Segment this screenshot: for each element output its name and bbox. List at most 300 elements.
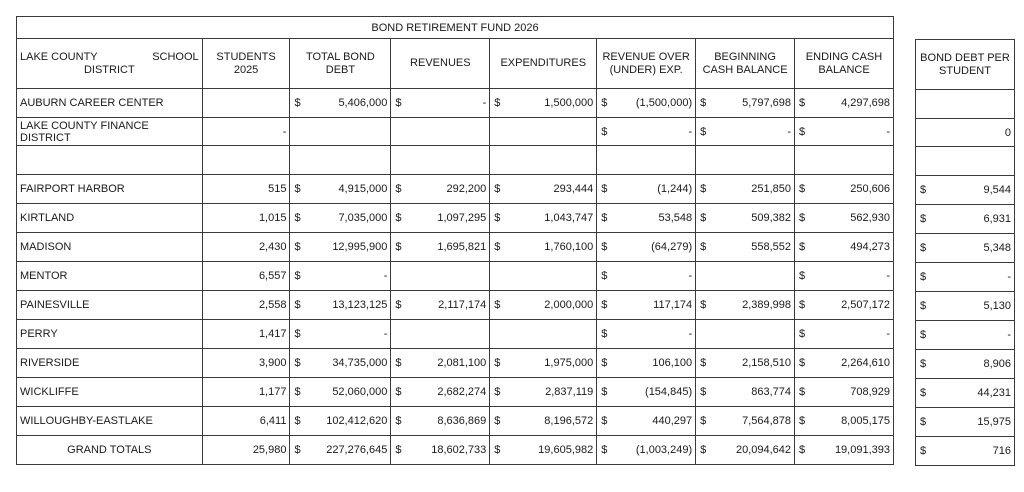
cell-value: 13,123,125 — [332, 299, 388, 311]
dollar-sign: $ — [799, 241, 806, 253]
district-name: FAIRPORT HARBOR — [17, 175, 203, 204]
cell-value: 1,760,100 — [544, 241, 594, 253]
dollar-sign: $ — [494, 357, 501, 369]
cell-per-student — [916, 263, 1015, 292]
cell-value: 1,975,000 — [544, 357, 594, 369]
cell-students — [202, 262, 290, 291]
cell-debt — [290, 378, 391, 407]
dollar-sign: $ — [920, 329, 927, 341]
cell-value: 509,382 — [751, 212, 792, 224]
district-name: PAINESVILLE — [17, 291, 203, 320]
cell-value: - — [688, 328, 693, 340]
cell-rev-over — [597, 233, 696, 262]
cell-value: 2,389,998 — [742, 299, 792, 311]
dollar-sign: $ — [601, 97, 608, 109]
cell-beginning — [696, 436, 795, 465]
table-row — [17, 320, 894, 349]
per-student-row — [916, 321, 1015, 350]
dollar-sign: $ — [920, 358, 927, 370]
per-student-table — [915, 39, 1015, 466]
cell-value: - — [383, 328, 388, 340]
cell-value: - — [886, 270, 890, 282]
cell-beginning — [696, 378, 795, 407]
cell-students — [202, 204, 290, 233]
cell-ending — [795, 291, 894, 320]
dollar-sign: $ — [920, 213, 927, 225]
cell-value: 227,276,645 — [326, 444, 388, 456]
cell-beginning — [696, 175, 795, 204]
cell-value: 1,097,295 — [437, 212, 487, 224]
dollar-sign: $ — [920, 242, 927, 254]
dollar-sign: $ — [700, 299, 707, 311]
table-row — [17, 89, 894, 118]
dollar-sign: $ — [395, 183, 402, 195]
table-row — [17, 407, 894, 436]
dollar-sign: $ — [700, 97, 707, 109]
table-row — [17, 146, 894, 175]
cell-beginning — [696, 89, 795, 118]
dollar-sign: $ — [601, 183, 608, 195]
cell-value: 2,430 — [258, 241, 287, 253]
cell-value: 2,507,172 — [841, 299, 890, 311]
per-student-row — [916, 176, 1015, 205]
cell-revenues — [391, 320, 490, 349]
cell-value: - — [886, 328, 890, 340]
cell-beginning — [696, 233, 795, 262]
dollar-sign: $ — [395, 97, 402, 109]
cell-students — [202, 378, 290, 407]
dollar-sign: $ — [799, 183, 806, 195]
cell-debt — [290, 320, 391, 349]
cell-ending — [795, 146, 894, 175]
cell-value: 102,412,620 — [326, 415, 388, 427]
header-district: LAKE COUNTY SCHOOL DISTRICT — [17, 39, 203, 89]
cell-expenditures — [490, 291, 597, 320]
cell-rev-over — [597, 204, 696, 233]
dollar-sign: $ — [294, 328, 301, 340]
cell-per-student — [916, 379, 1015, 408]
header-revenue-over-under: REVENUE OVER (UNDER) EXP. — [597, 39, 696, 89]
dollar-sign: $ — [294, 183, 301, 195]
district-name — [17, 146, 203, 175]
per-student-row — [916, 379, 1015, 408]
dollar-sign: $ — [395, 444, 402, 456]
cell-value: 106,100 — [652, 357, 693, 369]
dollar-sign: $ — [799, 270, 806, 282]
cell-value: 2,682,274 — [437, 386, 487, 398]
cell-beginning — [696, 204, 795, 233]
dollar-sign: $ — [395, 386, 402, 398]
cell-rev-over — [597, 320, 696, 349]
header-bond-debt-per-student: BOND DEBT PER STUDENT — [916, 40, 1015, 90]
cell-debt — [290, 118, 391, 146]
cell-rev-over — [597, 89, 696, 118]
cell-value: 2,158,510 — [742, 357, 792, 369]
cell-expenditures — [490, 262, 597, 291]
dollar-sign: $ — [294, 241, 301, 253]
header-ending-cash: ENDING CASH BALANCE — [795, 39, 894, 89]
dollar-sign: $ — [494, 183, 501, 195]
cell-ending — [795, 89, 894, 118]
cell-value: 19,605,982 — [538, 444, 594, 456]
district-name: WILLOUGHBY-EASTLAKE — [17, 407, 203, 436]
cell-value: 52,060,000 — [332, 386, 388, 398]
cell-expenditures — [490, 233, 597, 262]
header-beginning-cash: BEGINNING CASH BALANCE — [696, 39, 795, 89]
cell-revenues — [391, 146, 490, 175]
district-name: KIRTLAND — [17, 204, 203, 233]
cell-ending — [795, 118, 894, 146]
cell-value: 3,900 — [258, 357, 287, 369]
dollar-sign: $ — [700, 183, 707, 195]
cell-value: 53,548 — [658, 212, 693, 224]
cell-students — [202, 118, 290, 146]
dollar-sign: $ — [799, 212, 806, 224]
cell-rev-over — [597, 349, 696, 378]
dollar-sign: $ — [494, 299, 501, 311]
cell-ending — [795, 436, 894, 465]
dollar-sign: $ — [395, 415, 402, 427]
dollar-sign: $ — [395, 212, 402, 224]
cell-value: 1,500,000 — [544, 97, 594, 109]
cell-students — [202, 407, 290, 436]
cell-students — [202, 320, 290, 349]
cell-value: 5,130 — [983, 300, 1011, 312]
per-student-row — [916, 292, 1015, 321]
per-student-row — [916, 234, 1015, 263]
per-student-row — [916, 350, 1015, 379]
district-name: WICKLIFFE — [17, 378, 203, 407]
cell-value: 8,636,869 — [437, 415, 487, 427]
cell-debt — [290, 436, 391, 465]
cell-value: 708,929 — [850, 386, 890, 398]
dollar-sign: $ — [700, 386, 707, 398]
cell-expenditures — [490, 175, 597, 204]
cell-ending — [795, 233, 894, 262]
dollar-sign: $ — [494, 415, 501, 427]
cell-per-student — [916, 321, 1015, 350]
cell-value: 5,348 — [983, 242, 1011, 254]
cell-expenditures — [490, 407, 597, 436]
table-row — [17, 262, 894, 291]
cell-students — [202, 146, 290, 175]
cell-per-student — [916, 437, 1015, 466]
dollar-sign: $ — [799, 328, 806, 340]
cell-value: 34,735,000 — [332, 357, 388, 369]
cell-value: - — [383, 270, 388, 282]
cell-revenues — [391, 204, 490, 233]
dollar-sign: $ — [294, 357, 301, 369]
cell-expenditures — [490, 349, 597, 378]
cell-expenditures — [490, 118, 597, 146]
cell-value: 12,995,900 — [332, 241, 388, 253]
cell-per-student — [916, 90, 1015, 119]
district-name: LAKE COUNTY FINANCE DISTRICT — [17, 118, 203, 146]
dollar-sign: $ — [601, 357, 608, 369]
cell-value: 440,297 — [652, 415, 693, 427]
table-title: BOND RETIREMENT FUND 2026 — [17, 17, 894, 39]
dollar-sign: $ — [920, 416, 927, 428]
cell-revenues — [391, 175, 490, 204]
per-student-row — [916, 147, 1015, 176]
cell-revenues — [391, 262, 490, 291]
table-row — [17, 349, 894, 378]
dollar-sign: $ — [601, 241, 608, 253]
cell-value: 8,196,572 — [544, 415, 594, 427]
cell-value: 1,015 — [258, 212, 287, 224]
cell-students — [202, 291, 290, 320]
cell-value: (1,500,000) — [635, 97, 693, 109]
dollar-sign: $ — [601, 328, 608, 340]
cell-debt — [290, 407, 391, 436]
dollar-sign: $ — [494, 212, 501, 224]
cell-revenues — [391, 233, 490, 262]
cell-value: 293,444 — [553, 183, 594, 195]
dollar-sign: $ — [601, 212, 608, 224]
cell-revenues — [391, 407, 490, 436]
dollar-sign: $ — [799, 386, 806, 398]
cell-value: 1,043,747 — [544, 212, 594, 224]
cell-per-student — [916, 119, 1015, 147]
table-row — [17, 233, 894, 262]
cell-value: 250,606 — [850, 183, 890, 195]
cell-value: 7,035,000 — [338, 212, 388, 224]
cell-revenues — [391, 378, 490, 407]
cell-students — [202, 349, 290, 378]
dollar-sign: $ — [294, 212, 301, 224]
cell-debt — [290, 262, 391, 291]
dollar-sign: $ — [601, 444, 608, 456]
dollar-sign: $ — [601, 386, 608, 398]
cell-per-student — [916, 350, 1015, 379]
cell-value: - — [688, 125, 693, 138]
district-name: MENTOR — [17, 262, 203, 291]
cell-expenditures — [490, 204, 597, 233]
cell-value: 8,906 — [983, 358, 1011, 370]
table-row — [17, 378, 894, 407]
cell-expenditures — [490, 146, 597, 175]
dollar-sign: $ — [395, 241, 402, 253]
dollar-sign: $ — [294, 444, 301, 456]
cell-value: 2,837,119 — [545, 386, 594, 398]
dollar-sign: $ — [601, 415, 608, 427]
cell-rev-over — [597, 436, 696, 465]
dollar-sign: $ — [494, 444, 501, 456]
cell-expenditures — [490, 378, 597, 407]
cell-per-student — [916, 147, 1015, 176]
dollar-sign: $ — [799, 97, 806, 109]
dollar-sign: $ — [294, 270, 301, 282]
cell-debt — [290, 204, 391, 233]
cell-value: (64,279) — [651, 241, 693, 253]
cell-ending — [795, 175, 894, 204]
cell-value: 5,797,698 — [742, 97, 792, 109]
dollar-sign: $ — [920, 300, 927, 312]
cell-beginning — [696, 118, 795, 146]
cell-per-student — [916, 292, 1015, 321]
cell-value: 7,564,878 — [742, 415, 792, 427]
cell-value: 1,177 — [258, 386, 287, 398]
per-student-row — [916, 263, 1015, 292]
cell-value: (1,003,249) — [635, 444, 693, 456]
cell-revenues — [391, 291, 490, 320]
cell-value: 558,552 — [751, 241, 792, 253]
cell-value: 44,231 — [977, 387, 1011, 399]
cell-value: - — [1007, 329, 1011, 341]
cell-beginning — [696, 262, 795, 291]
cell-per-student — [916, 205, 1015, 234]
cell-value: 4,915,000 — [338, 183, 388, 195]
dollar-sign: $ — [700, 357, 707, 369]
dollar-sign: $ — [294, 415, 301, 427]
table-row — [17, 175, 894, 204]
cell-rev-over — [597, 118, 696, 146]
cell-value: 2,081,100 — [437, 357, 487, 369]
cell-students — [202, 175, 290, 204]
cell-value: (154,845) — [645, 386, 693, 398]
per-student-row — [916, 437, 1015, 466]
dollar-sign: $ — [294, 386, 301, 398]
dollar-sign: $ — [700, 212, 707, 224]
cell-value: 292,200 — [446, 183, 487, 195]
dollar-sign: $ — [799, 357, 806, 369]
cell-value: 6,411 — [259, 415, 287, 427]
dollar-sign: $ — [700, 125, 707, 138]
district-name: PERRY — [17, 320, 203, 349]
cell-value: 562,930 — [850, 212, 890, 224]
cell-value: - — [282, 125, 287, 138]
cell-per-student — [916, 176, 1015, 205]
dollar-sign: $ — [920, 184, 927, 196]
cell-value: 494,273 — [850, 241, 890, 253]
dollar-sign: $ — [294, 299, 301, 311]
per-student-row — [916, 90, 1015, 119]
cell-revenues — [391, 89, 490, 118]
cell-value: (1,244) — [657, 183, 693, 195]
cell-value: 117,174 — [653, 299, 693, 311]
cell-debt — [290, 349, 391, 378]
header-students: STUDENTS 2025 — [202, 39, 290, 89]
district-name: RIVERSIDE — [17, 349, 203, 378]
cell-debt — [290, 146, 391, 175]
cell-rev-over — [597, 146, 696, 175]
cell-ending — [795, 204, 894, 233]
dollar-sign: $ — [920, 387, 927, 399]
dollar-sign: $ — [920, 445, 927, 457]
cell-value: 19,091,393 — [834, 444, 890, 456]
dollar-sign: $ — [601, 125, 608, 138]
per-student-row — [916, 119, 1015, 147]
cell-beginning — [696, 349, 795, 378]
cell-value: 1,695,821 — [437, 241, 487, 253]
per-student-row — [916, 408, 1015, 437]
dollar-sign: $ — [395, 299, 402, 311]
table-row — [17, 118, 894, 146]
cell-rev-over — [597, 407, 696, 436]
cell-debt — [290, 89, 391, 118]
cell-value: 25,980 — [252, 444, 287, 456]
cell-value: 20,094,642 — [735, 444, 792, 456]
cell-value: 2,117,174 — [438, 299, 487, 311]
cell-value: 5,406,000 — [338, 97, 388, 109]
cell-value: 15,975 — [977, 416, 1011, 428]
cell-students — [202, 436, 290, 465]
cell-value: 6,557 — [258, 270, 287, 282]
dollar-sign: $ — [700, 444, 707, 456]
dollar-sign: $ — [700, 415, 707, 427]
dollar-sign: $ — [799, 444, 806, 456]
cell-expenditures — [490, 320, 597, 349]
cell-debt — [290, 233, 391, 262]
header-revenues: REVENUES — [391, 39, 490, 89]
header-expenditures: EXPENDITURES — [490, 39, 597, 89]
cell-ending — [795, 262, 894, 291]
cell-revenues — [391, 349, 490, 378]
cell-students — [202, 89, 290, 118]
dollar-sign: $ — [700, 241, 707, 253]
totals-row — [17, 436, 894, 465]
cell-ending — [795, 407, 894, 436]
table-row — [17, 204, 894, 233]
cell-per-student — [916, 234, 1015, 263]
cell-expenditures — [490, 436, 597, 465]
dollar-sign: $ — [799, 299, 806, 311]
cell-value: 18,602,733 — [431, 444, 487, 456]
district-name: AUBURN CAREER CENTER — [17, 89, 203, 118]
cell-value: 1,417 — [258, 328, 287, 340]
cell-value: - — [886, 125, 890, 138]
cell-ending — [795, 378, 894, 407]
dollar-sign: $ — [799, 415, 806, 427]
cell-value: 2,558 — [258, 299, 287, 311]
district-name: GRAND TOTALS — [17, 436, 203, 465]
cell-value: 863,774 — [751, 386, 792, 398]
cell-value: 6,931 — [983, 213, 1011, 225]
dollar-sign: $ — [601, 270, 608, 282]
cell-revenues — [391, 118, 490, 146]
cell-value: 2,000,000 — [544, 299, 594, 311]
per-student-row — [916, 205, 1015, 234]
cell-rev-over — [597, 175, 696, 204]
cell-revenues — [391, 436, 490, 465]
dollar-sign: $ — [601, 299, 608, 311]
cell-rev-over — [597, 291, 696, 320]
cell-rev-over — [597, 262, 696, 291]
cell-debt — [290, 175, 391, 204]
cell-value: 2,264,610 — [841, 357, 890, 369]
cell-value: - — [787, 125, 792, 138]
cell-value: - — [482, 97, 487, 109]
cell-ending — [795, 349, 894, 378]
cell-value: 8,005,175 — [841, 415, 890, 427]
cell-value: - — [1007, 271, 1011, 283]
cell-ending — [795, 320, 894, 349]
cell-beginning — [696, 320, 795, 349]
cell-rev-over — [597, 378, 696, 407]
cell-per-student — [916, 408, 1015, 437]
dollar-sign: $ — [799, 125, 806, 138]
dollar-sign: $ — [294, 97, 301, 109]
cell-value: - — [688, 270, 693, 282]
cell-expenditures — [490, 89, 597, 118]
cell-value: 9,544 — [983, 184, 1011, 196]
dollar-sign: $ — [494, 386, 501, 398]
cell-value: 515 — [268, 183, 287, 195]
header-total-bond-debt: TOTAL BOND DEBT — [290, 39, 391, 89]
cell-students — [202, 233, 290, 262]
cell-debt — [290, 291, 391, 320]
cell-value: 4,297,698 — [841, 97, 890, 109]
